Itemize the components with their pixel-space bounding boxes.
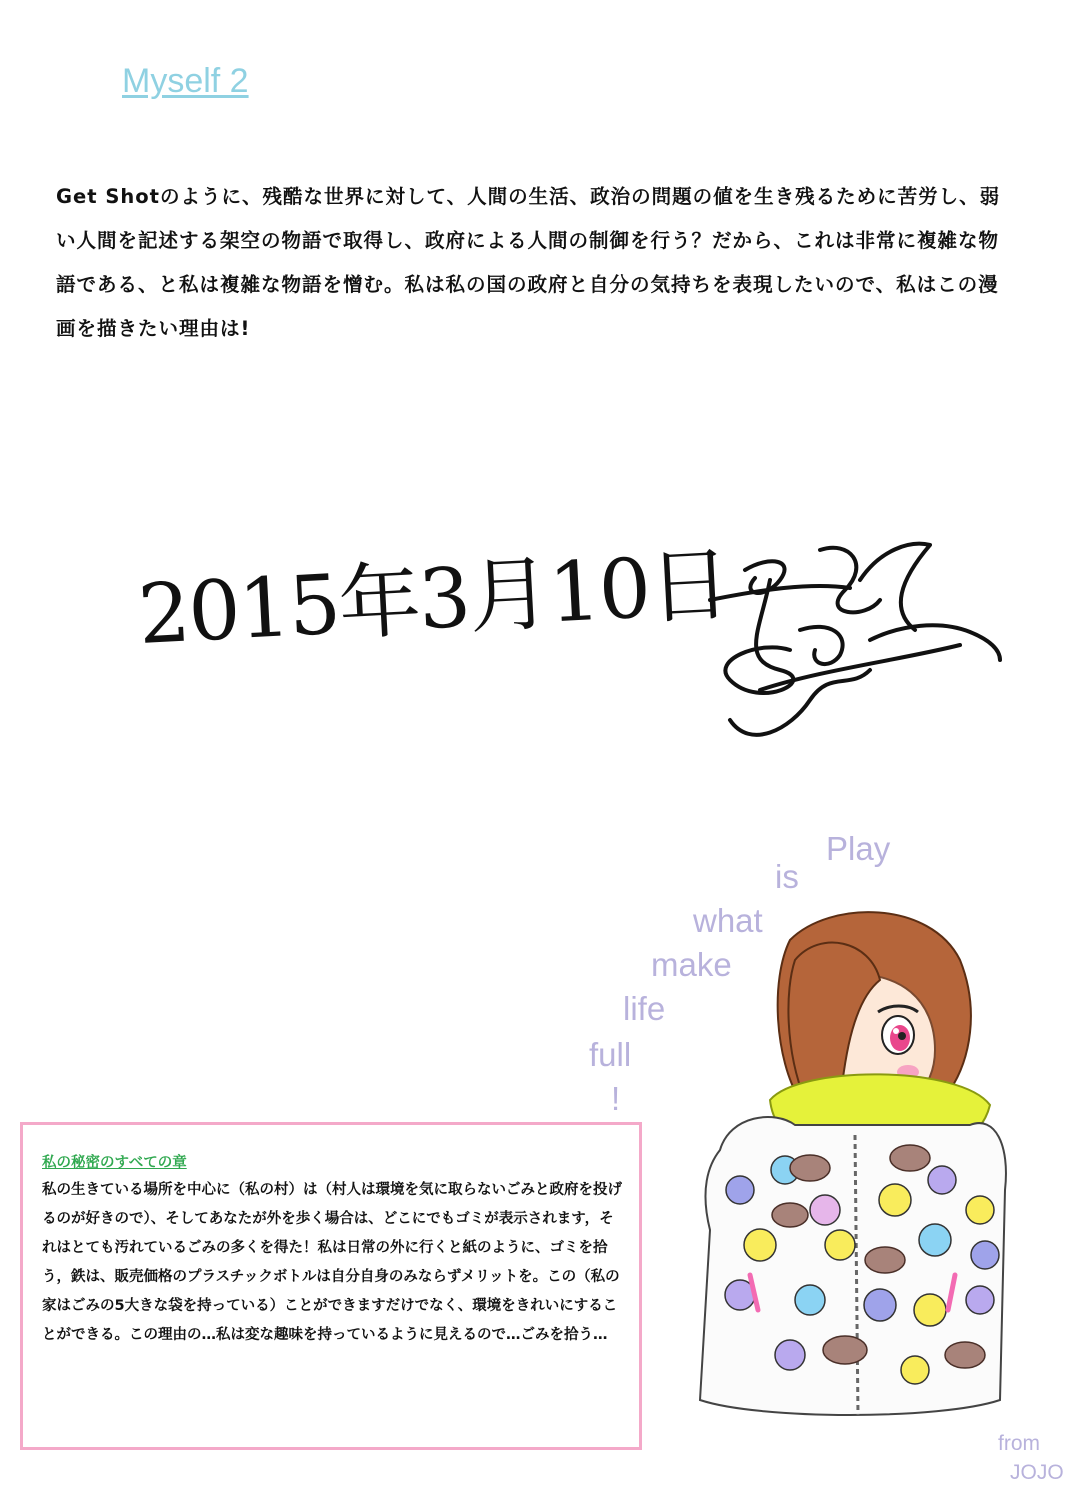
- quote-word: life: [623, 990, 666, 1027]
- quote-word: !: [611, 1080, 621, 1117]
- secret-box: [20, 1122, 642, 1450]
- quote-word: make: [651, 946, 732, 983]
- quote-word: full: [589, 1036, 632, 1073]
- quote-word: what: [693, 902, 763, 939]
- intro-paragraph: Get Shotのように、残酷な世界に対して、人間の生活、政治の問題の値を生き残るために苦労し、弱い人間を記述する架空の物語で取得し、政府による人間の制御を行う？だから、これは非常に複雑な物語である、と私は複雑な物語を憎む。私は私の国の政府と自分の気持ちを表現したいので、私はこの漫画を描きたい理由は!: [56, 185, 1001, 340]
- footer-from: from: [998, 1432, 1040, 1455]
- quote-word: is: [775, 858, 799, 895]
- date-signature-block: [120, 520, 1020, 760]
- secret-title: 私の秘密のすべての章: [42, 1155, 187, 1171]
- footer-author: JOJO: [1010, 1461, 1064, 1484]
- girl-in-smiley-hoodie-icon: [680, 900, 1010, 1430]
- handwritten-date: 2015年3月10日: [135, 537, 732, 663]
- secret-body: 私の生きている場所を中心に（私の村）は（村人は環境を気に取らないごみと政府を投げるのが好きので）、そしてあなたが外を歩く場合は、どこにでもゴミが表示されます，それはとても汚れているごみの多くを得た！私は日常の外に行くと紙のように、ゴミを拾う，鉄は、販売価格のプラスチックボトルは自分自身のみならずメリットを。この（私の家はごみの5大きな袋を持っている）ことができますだけでなく、環境をきれいにすることができる。この理由の…私は変な趣味を持っているように見えるので…ごみを拾う…: [42, 1182, 622, 1343]
- quote-word: Play: [826, 830, 891, 867]
- signature-icon: [700, 520, 1010, 750]
- page-title: Myself 2: [122, 62, 249, 100]
